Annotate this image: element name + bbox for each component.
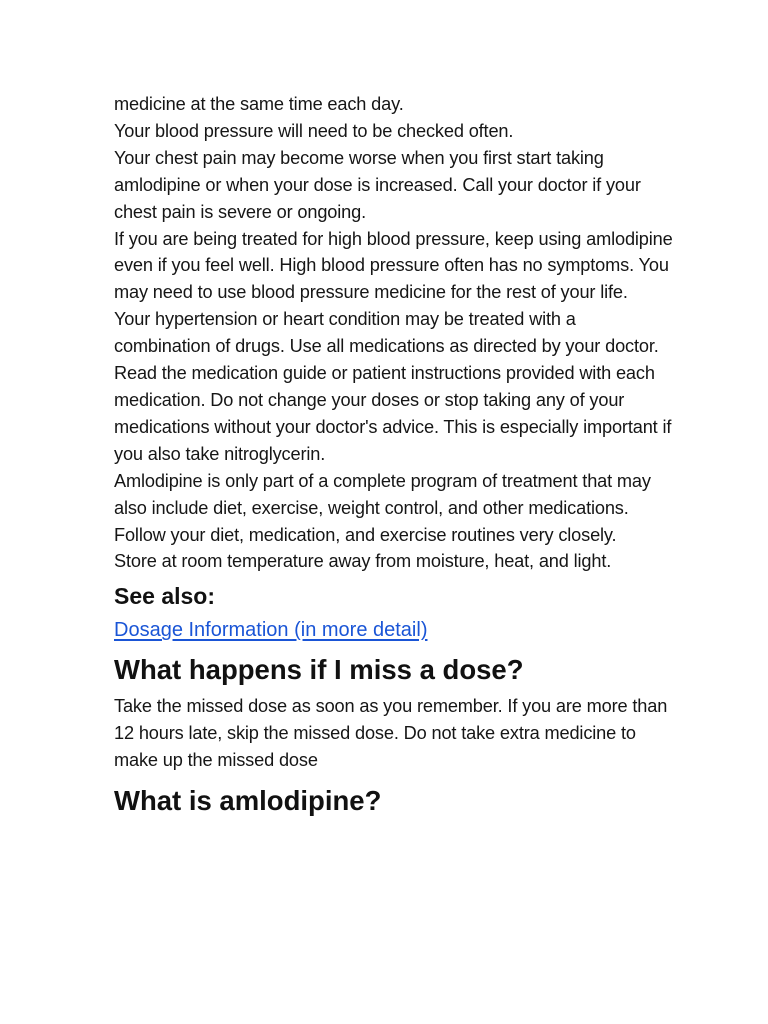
dosage-information-link[interactable]: Dosage Information (in more detail) [114,619,428,642]
document-page [114,91,674,824]
paragraph-combination-drugs: Your hypertension or heart condition may be treated with a combination of drugs. Use all medications as directed by your doctor. Read the medication guide or patient instructions provided with each medication. Do not change your doses or stop taking any of your medications without your doctor's advice. This is especially important if you also take nitroglycerin. [114,309,672,464]
paragraph-treatment-program: Amlodipine is only part of a complete program of treatment that may also include diet, exercise, weight control, and other medications. Follow your diet, medication, and exercise routines very closely. [114,470,651,545]
missed-dose-heading: What happens if I miss a dose? [114,654,524,686]
paragraph-high-blood-pressure: If you are being treated for high blood pressure, keep using amlodipine even if you feel well. High blood pressure often has no symptoms. You may need to use blood pressure medicine for the rest of your life. [114,228,673,303]
paragraph-storage: Store at room temperature away from moisture, heat, and light. [114,551,612,572]
see-also-heading: See also: [114,583,215,610]
paragraph-missed-dose: Take the missed dose as soon as you remember. If you are more than 12 hours late, skip the missed dose. Do not take extra medicine to make up the missed dose [114,696,668,771]
paragraph-blood-pressure-check: Your blood pressure will need to be checked often. [114,120,514,141]
paragraph-dosing-time: medicine at the same time each day. [114,94,404,114]
what-is-amlodipine-heading: What is amlodipine? [114,785,382,817]
paragraph-chest-pain: Your chest pain may become worse when you first start taking amlodipine or when your dose is increased. Call your doctor if your chest pain is severe or ongoing. [114,147,641,222]
